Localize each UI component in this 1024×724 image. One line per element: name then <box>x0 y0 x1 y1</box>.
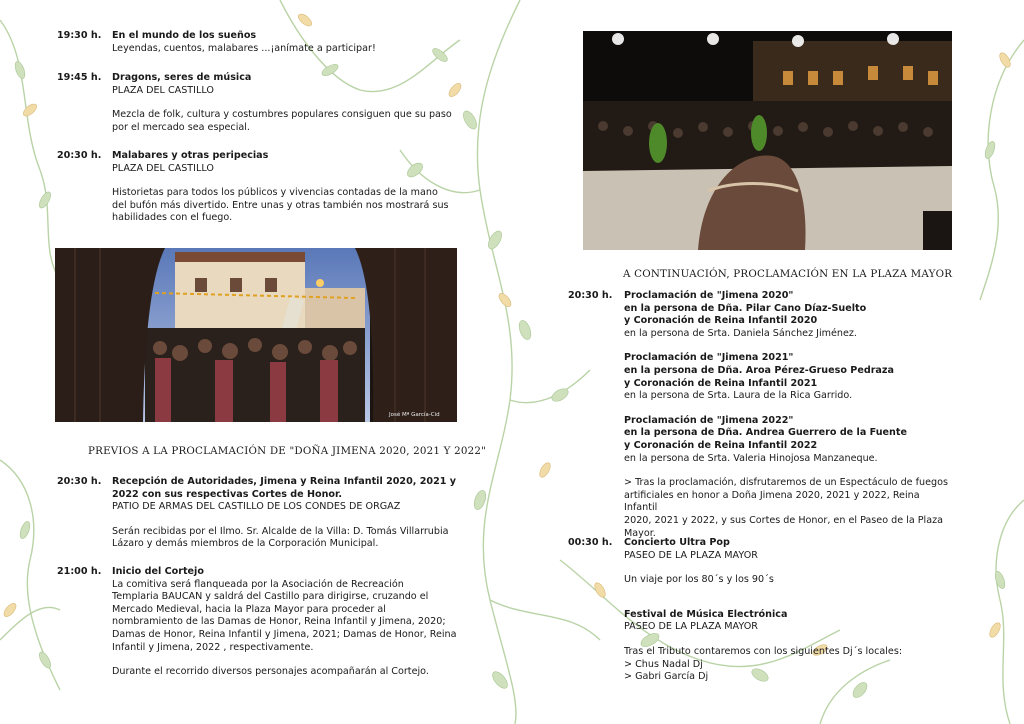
festival-description: Tras el Tributo contaremos con los siguientes Dj´s locales: > Chus Nadal Dj > Gabri García Dj <box>624 645 903 683</box>
event-1945 <box>57 72 457 142</box>
event-time: 21:00 h. <box>57 566 102 577</box>
event-2100-cortejo <box>57 566 457 686</box>
concert-location: PASEO DE LA PLAZA MAYOR <box>624 549 758 561</box>
event-time: 00:30 h. <box>568 537 613 548</box>
proclamation-2020: Proclamación de "Jimena 2020" en la persona de Dña. Pilar Cano Díaz-Suelto y Coronación de Reina Infantil 2020 <box>624 290 867 327</box>
event-2030-proclamacion <box>568 290 968 539</box>
event-text: Leyendas, cuentos, malabares ...¡anímate a participar! <box>112 42 376 54</box>
festival-location: PASEO DE LA PLAZA MAYOR <box>624 621 758 633</box>
photo-credit: José Mª García-Cid <box>389 412 440 418</box>
reina-infantil-2022: en la persona de Srta. Valeria Hinojosa Manzaneque. <box>624 452 878 464</box>
event-location: PLAZA DEL CASTILLO <box>112 162 214 174</box>
event-title: En el mundo de los sueños <box>112 30 257 41</box>
event-1930 <box>57 30 457 54</box>
festival-title: Festival de Música Electrónica <box>624 608 788 620</box>
event-2030-malabares <box>57 150 457 230</box>
event-description: Historietas para todos los públicos y vivencias contadas de la mano del bufón más divertido. Entre unas y otras también nos mostrará sus habilidades con el fuego. <box>112 187 449 224</box>
event-description: La comitiva será flanqueada por la Asociación de Recreación Templaria BAUCAN y saldrá del Castillo para dirigirse, cruzando el Mercado Medieval, hacia la Plaza Mayor para proceder al nombramiento de las Damas de Honor, Reina Infantil y Jimena, 2020; Damas de Honor, Reina Infantil y Jimena, 2021; Damas de Honor, Reina Infantil y Jimena, 2022 , respectivamente. <box>112 578 457 653</box>
event-2030-recepcion <box>57 476 457 556</box>
event-time: 20:30 h. <box>568 290 613 301</box>
castle-gate-photo <box>55 248 457 422</box>
event-description: Mezcla de folk, cultura y costumbres populares consiguen que su paso por el mercado sea especial. <box>112 109 452 133</box>
event-location: PATIO DE ARMAS DEL CASTILLO DE LOS CONDES DE ORGAZ <box>112 501 401 513</box>
plaza-mayor-night-photo <box>583 31 952 250</box>
event-time: 20:30 h. <box>57 150 102 161</box>
event-location: PLAZA DEL CASTILLO <box>112 84 214 96</box>
reina-infantil-2021: en la persona de Srta. Laura de la Rica Garrido. <box>624 390 853 402</box>
event-0030 <box>568 537 968 687</box>
event-time: 19:30 h. <box>57 30 102 41</box>
concert-title: Concierto Ultra Pop <box>624 537 730 548</box>
event-time: 19:45 h. <box>57 72 102 83</box>
concert-description: Un viaje por los 80´s y los 90´s <box>624 574 774 586</box>
event-description: Serán recibidas por el Ilmo. Sr. Alcalde de la Villa: D. Tomás Villarrubia Lázaro y demás miembros de la Corporación Municipal. <box>112 525 449 550</box>
heading-proclamacion: A CONTINUACIÓN, PROCLAMACIÓN EN LA PLAZA MAYOR <box>623 268 953 280</box>
heading-previos: PREVIOS A LA PROCLAMACIÓN DE "DOÑA JIMENA 2020, 2021 Y 2022" <box>88 445 487 457</box>
reina-infantil-2020: en la persona de Srta. Daniela Sánchez Jiménez. <box>624 327 857 339</box>
fireworks-note: > Tras la proclamación, disfrutaremos de un Espectáculo de fuegos artificiales en honor a Doña Jimena 2020, 2021 y 2022, Reina Infantil 2020, 2021 y 2022, y sus Cortes de Honor, en el Paseo de la Plaza Mayor. <box>624 477 948 539</box>
event-title: Dragons, seres de música <box>112 72 252 83</box>
event-title: Malabares y otras peripecias <box>112 150 269 161</box>
event-time: 20:30 h. <box>57 476 102 487</box>
proclamation-2022: Proclamación de "Jimena 2022" en la persona de Dña. Andrea Guerrero de la Fuente y Coronación de Reina Infantil 2022 <box>624 414 907 451</box>
event-note: Durante el recorrido diversos personajes acompañarán al Cortejo. <box>112 666 429 678</box>
event-title: Inicio del Cortejo <box>112 566 204 577</box>
proclamation-2021: Proclamación de "Jimena 2021" en la persona de Dña. Aroa Pérez-Grueso Pedraza y Coronación de Reina Infantil 2021 <box>624 352 894 389</box>
event-title: Recepción de Autoridades, Jimena y Reina Infantil 2020, 2021 y 2022 con sus respectivas Cortes de Honor. <box>112 476 457 500</box>
